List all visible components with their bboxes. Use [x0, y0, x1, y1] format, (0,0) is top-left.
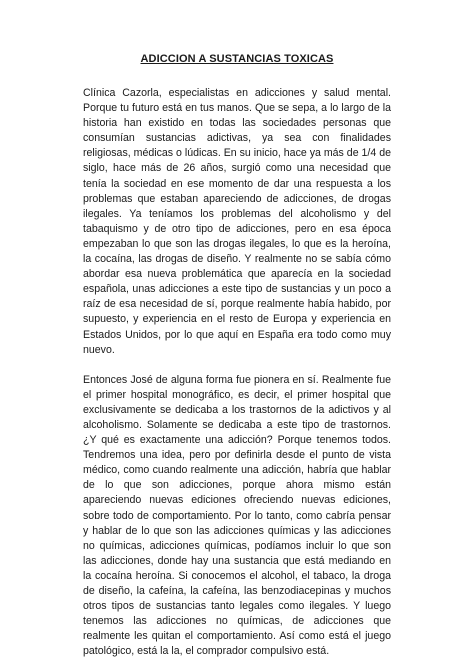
- document-page: [83, 52, 391, 659]
- document-title: ADICCION A SUSTANCIAS TOXICAS: [140, 53, 334, 65]
- paragraph-1: Clínica Cazorla, especialistas en adicciones y salud mental. Porque tu futuro está en tus manos. Que se sepa, a lo largo de la historia han existido en todas las sociedades personas que consumían sustancias adictivas, ya sea con finalidades religiosas, médicas o lúdicas. En su inicio, hace ya más de 1/4 de siglo, hace más de 26 años, surgió como una necesidad que tenía la sociedad en ese momento de dar una respuesta a los problemas que estaban apareciendo de adicciones, de drogas ilegales. Ya teníamos los problemas del alcoholismo y del tabaquismo y de otro tipo de adicciones, pero en esa época empezaban lo que son las drogas ilegales, lo que es la heroína, la cocaína, las drogas de diseño. Y realmente no se sabía cómo abordar esa nueva problemática que aparecía en la sociedad española, unas adicciones a este tipo de sustancias y un poco a raíz de esa necesidad de sí, porque realmente había habido, por supuesto, y experiencia en el resto de Europa y experiencia en Estados Unidos, por lo que aquí en España era todo como muy nuevo.: [83, 87, 391, 356]
- paragraph-2: Entonces José de alguna forma fue pionera en sí. Realmente fue el primer hospital monográfico, es decir, el primer hospital que exclusivamente se dedicaba a los trastornos de la adictivos y al alcoholismo. Solamente se dedicaba a este tipo de trastornos. ¿Y qué es exactamente una adicción? Porque tenemos todos. Tendremos una idea, pero por definirla desde el punto de vista médico, como cuando realmente una adicción, habría que hablar de lo que son adicciones, porque ahora mismo están apareciendo nuevas ediciones ofreciendo nuevas ediciones, sobre todo de comportamiento. Por lo tanto, como cabría pensar y hablar de lo que son las adicciones químicas y las adicciones no químicas, adicciones químicas, podíamos incluir lo que son las adicciones, donde hay una sustancia que está mediando en la cocaína heroína. Si conocemos el alcohol, el tabaco, la droga de diseño, la cafeína, la cafeína, las benzodiacepinas y muchos otros tipos de sustancias tanto legales como ilegales. Y luego tenemos las adicciones no químicas, de adicciones que realmente les quitan el comportamiento. Así como está el juego patológico, está la la, el comprador compulsivo está.: [83, 373, 391, 658]
